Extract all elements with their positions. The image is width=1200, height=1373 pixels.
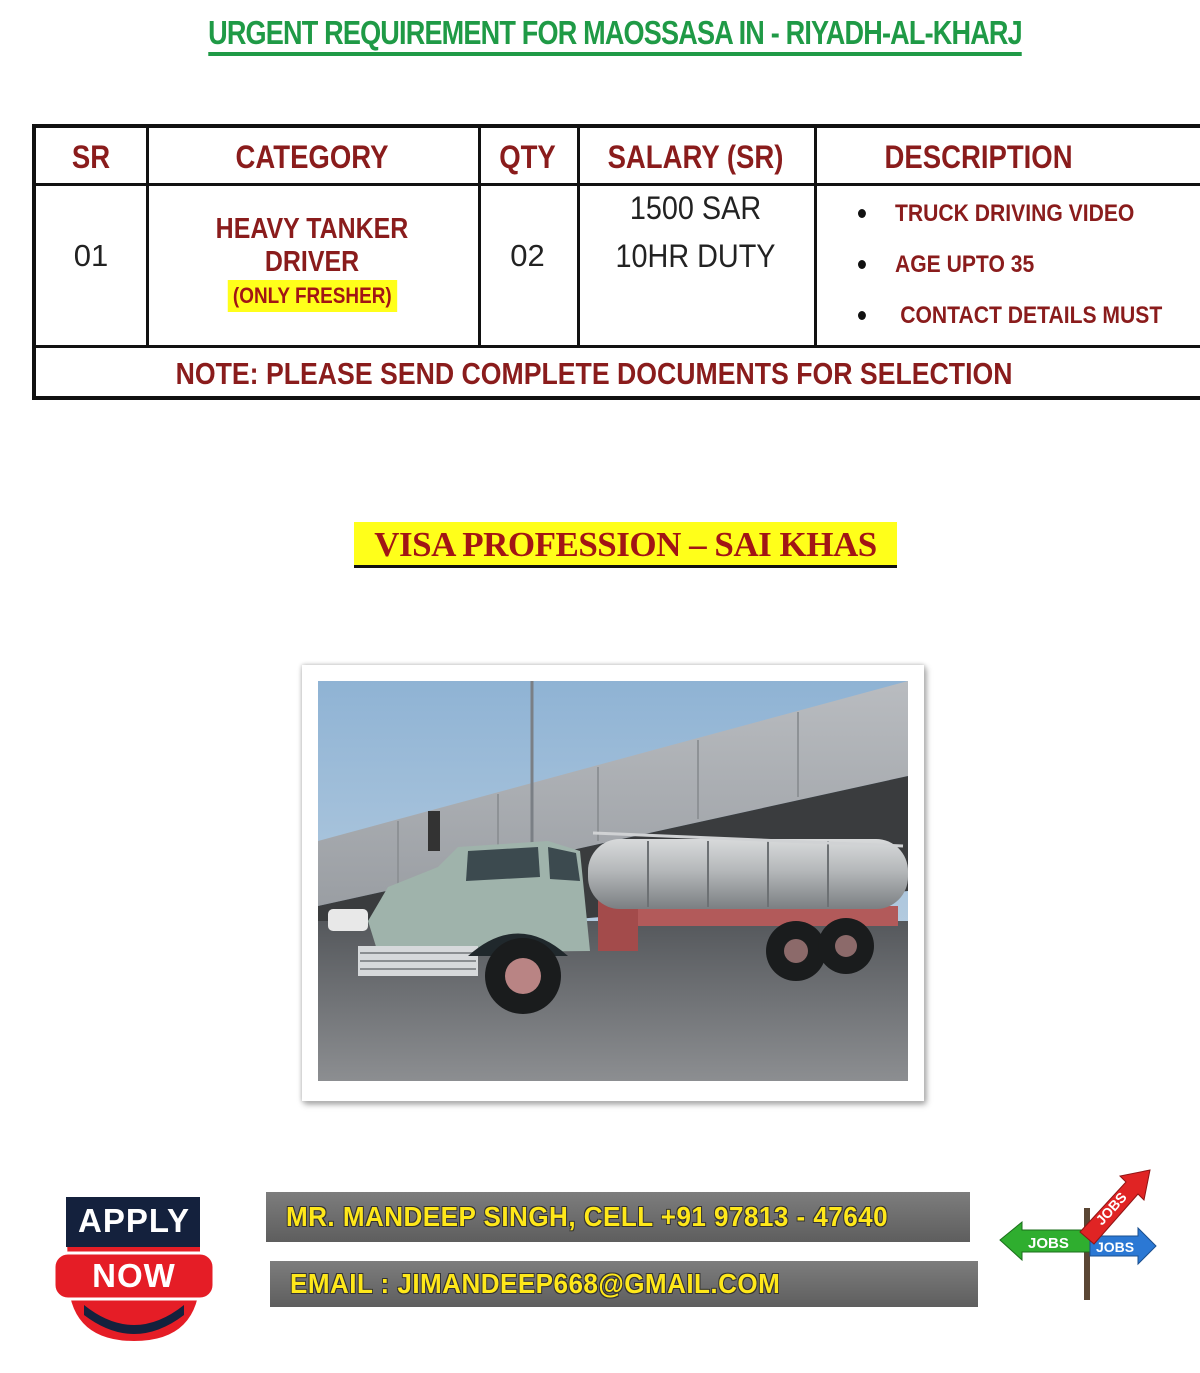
header-sr: SR <box>71 139 111 175</box>
jobs-signpost-logo <box>998 1168 1160 1302</box>
sign-label: JOBS <box>1028 1235 1069 1252</box>
job-requirement-table <box>32 124 1200 400</box>
header-salary: SALARY (SR) <box>607 139 784 175</box>
page-title <box>111 14 1120 52</box>
header-cell-qty <box>478 128 580 186</box>
tanker-truck-photo <box>302 665 924 1101</box>
jobs-signpost-icon <box>998 1168 1160 1302</box>
header-cell-category <box>146 128 481 186</box>
header-cell-description <box>814 128 1200 186</box>
row-qty: 02 <box>510 238 545 273</box>
visa-profession-banner: VISA PROFESSION – SAI KHAS <box>354 522 897 568</box>
cell-sr <box>36 183 149 348</box>
contact-phone: MR. MANDEEP SINGH, CELL +91 97813 - 47640 <box>286 1201 889 1232</box>
description-item: AGE UPTO 35 <box>858 250 1162 301</box>
header-cell-salary <box>577 128 817 186</box>
bullet-icon <box>858 209 866 218</box>
bullet-icon <box>858 260 866 269</box>
cell-description <box>814 183 1200 348</box>
contact-email-bar <box>270 1261 978 1307</box>
row-category: HEAVY TANKER DRIVER <box>215 213 409 278</box>
cell-salary <box>577 183 817 348</box>
apply-now-button[interactable] <box>54 1195 214 1343</box>
row-salary-line2: 10HR DUTY <box>615 238 776 274</box>
contact-email[interactable]: EMAIL : JIMANDEEP668@GMAIL.COM <box>290 1268 781 1299</box>
cell-qty <box>478 183 580 348</box>
tanker-truck-icon <box>318 681 908 1081</box>
header-qty: QTY <box>499 139 556 175</box>
description-item: TRUCK DRIVING VIDEO <box>858 199 1162 250</box>
description-list <box>858 199 1200 352</box>
sign-label: JOBS <box>1096 1239 1135 1255</box>
header-cell-sr <box>36 128 149 186</box>
bullet-icon <box>858 311 866 320</box>
now-label: NOW <box>92 1257 176 1294</box>
header-category: CATEGORY <box>235 139 389 175</box>
page-title-text: URGENT REQUIREMENT FOR MAOSSASA IN - RIYADH-AL-KHARJ <box>208 14 1022 56</box>
contact-phone-bar <box>266 1192 970 1242</box>
row-salary-line1: 1500 SAR <box>629 190 762 226</box>
row-sr: 01 <box>73 238 109 273</box>
header-description: DESCRIPTION <box>884 139 1073 175</box>
row-category-note: (ONLY FRESHER) <box>227 280 396 312</box>
description-item: CONTACT DETAILS MUST <box>858 301 1162 352</box>
category-note-wrap <box>146 280 478 312</box>
cell-category <box>146 183 481 348</box>
sign-label: JOBS <box>1092 1188 1130 1229</box>
table-note: NOTE: PLEASE SEND COMPLETE DOCUMENTS FOR SELECTION <box>175 356 1013 391</box>
apply-label: APPLY <box>78 1202 190 1239</box>
